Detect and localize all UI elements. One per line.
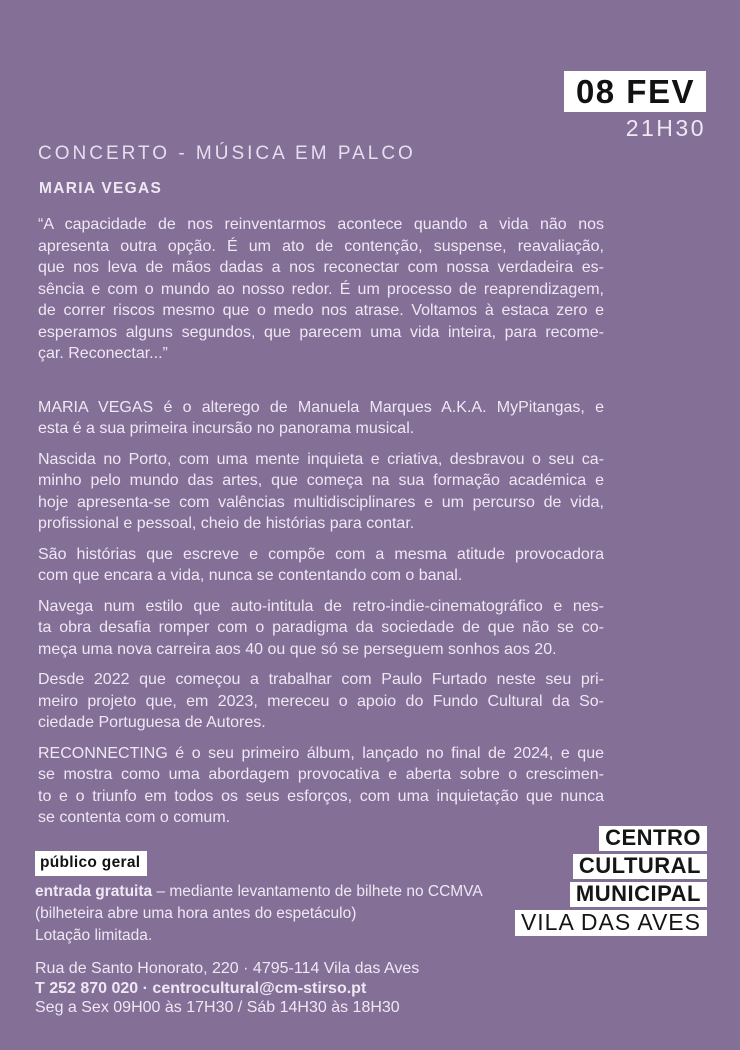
text-line: Nascida no Porto, com uma mente inquieta e criativa, desbravou o seu ca- xyxy=(38,450,604,468)
text-line: ta obra desafia romper com o paradigma da sociedade de que não se co- xyxy=(38,619,604,636)
text-line: minho pelo mundo das artes, que começa na sua formação académica e xyxy=(38,472,604,489)
text-line: çar. Reconectar...” xyxy=(38,345,168,362)
event-time: 21H30 xyxy=(625,115,706,141)
event-date-badge xyxy=(564,71,706,112)
ticket-entry-line xyxy=(35,881,483,903)
text-line: se mostra como uma abordagem provocativa e aberta sobre o crescimen- xyxy=(38,766,604,783)
audience-badge-label: público geral xyxy=(40,854,141,871)
footer xyxy=(35,959,419,1018)
artist-name: MARIA VEGAS xyxy=(39,180,163,197)
footer-contacts: T 252 870 020 · centrocultural@cm-stirso.pt xyxy=(35,979,367,997)
text-line: esta é a sua primeira incursão no panorama musical. xyxy=(38,420,415,437)
body-text-column xyxy=(38,214,604,838)
ticket-note: (bilheteira abre uma hora antes do espetáculo) xyxy=(35,905,357,922)
ticket-entry-label: entrada gratuita xyxy=(35,883,153,900)
text-line: ciedade Portuguesa de Autores. xyxy=(38,714,266,731)
logo-line-vila-das-aves: VILA DAS AVES xyxy=(515,910,707,936)
text-line: to e o triunfo em todos os seus esforços, com uma inquietação que nunca xyxy=(38,787,604,805)
bio-paragraph-3 xyxy=(38,544,604,587)
text-line: Navega num estilo que auto-intitula de retro-indie-cinematográfico e nes- xyxy=(38,597,604,615)
ticket-info xyxy=(35,851,483,947)
ticket-capacity: Lotação limitada. xyxy=(35,927,153,944)
bio-paragraph-2 xyxy=(38,449,604,535)
footer-hours: Seg a Sex 09H00 às 17H30 / Sáb 14H30 às 18H30 xyxy=(35,999,400,1016)
logo-line-municipal: MUNICIPAL xyxy=(570,882,707,907)
text-line: hoje apresenta-se com valências multidisciplinares e um percurso de vida, xyxy=(38,493,604,511)
audience-badge xyxy=(35,851,147,876)
footer-address: Rua de Santo Honorato, 220 · 4795-114 Vila das Aves xyxy=(35,960,420,977)
text-line: se contenta com o comum. xyxy=(38,809,231,826)
text-line: profissional e pessoal, cheio de histórias para contar. xyxy=(38,515,415,532)
text-line: que nos leva de mãos dadas a nos reconectar com nossa verdadeira es- xyxy=(38,259,604,276)
event-category-title: CONCERTO - MÚSICA EM PALCO xyxy=(38,143,416,164)
text-line: São histórias que escreve e compõe com a mesma atitude provocadora xyxy=(38,545,604,563)
text-line: de correr riscos mesmo que o medo nos atrase. Voltamos à estaca zero e xyxy=(38,302,604,319)
venue-logo xyxy=(515,826,707,936)
logo-line-cultural: CULTURAL xyxy=(573,854,707,879)
text-line: com que encara a vida, nunca se contentando com o banal. xyxy=(38,567,463,584)
text-line: meiro projeto que, em 2023, mereceu o apoio do Fundo Cultural da So- xyxy=(38,692,604,710)
text-line: Desde 2022 que começou a trabalhar com Paulo Furtado neste seu pri- xyxy=(38,671,604,688)
text-line: meça uma nova carreira aos 40 ou que só se perseguem sonhos aos 20. xyxy=(38,640,557,658)
text-line: “A capacidade de nos reinventarmos acontece quando a vida não nos xyxy=(38,216,604,233)
ticket-entry-detail: – mediante levantamento de bilhete no CCMVA xyxy=(152,883,483,900)
text-line: apresenta outra opção. É um ato de contenção, suspense, reavaliação, xyxy=(38,237,604,255)
text-line: esperamos alguns segundos, que parecem uma vida inteira, para recome- xyxy=(38,323,604,341)
text-line: sência e com o mundo ao nosso redor. É um processo de reaprendizagem, xyxy=(38,280,604,298)
bio-paragraph-5 xyxy=(38,669,604,734)
bio-paragraph-1 xyxy=(38,397,604,440)
logo-line-centro: CENTRO xyxy=(599,826,707,851)
event-date: 08 FEV xyxy=(575,73,695,110)
bio-paragraph-4 xyxy=(38,596,604,661)
bio-paragraph-6 xyxy=(38,743,604,829)
text-line: RECONNECTING é o seu primeiro álbum, lançado no final de 2024, e que xyxy=(38,744,604,762)
artist-quote xyxy=(38,214,604,365)
text-line: MARIA VEGAS é o alterego de Manuela Marques A.K.A. MyPitangas, e xyxy=(38,398,604,416)
